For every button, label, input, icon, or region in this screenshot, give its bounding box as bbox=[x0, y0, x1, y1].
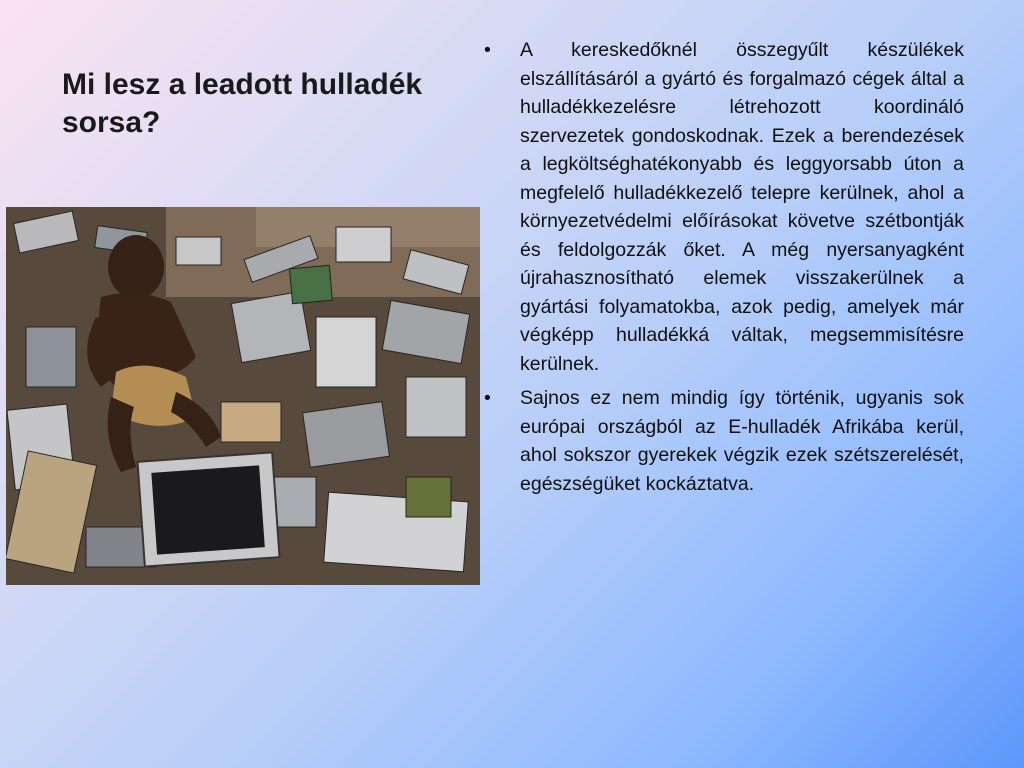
bullet-list bbox=[484, 36, 964, 504]
e-waste-photo-illustration bbox=[6, 207, 480, 585]
bullet-marker: • bbox=[484, 387, 491, 409]
e-waste-photo bbox=[6, 207, 480, 585]
bullet-text: A kereskedőknél összegyűlt készülékek elszállításáról a gyártó és forgalmazó cégek által a hulladékkezelésre létrehozott koordináló szervezetek gondoskodnak. Ezek a berendezések a legköltséghatékonyabb és leggyorsabb úton a megfelelő hulladékkezelő telepre kerülnek, ahol a környezetvédelmi előírásokat követve szétbontják és feldolgozzák őket. A még nyersanyagként újrahasznosítható elemek visszakerülnek a gyártási folyamatokba, azok pedig, amelyek már végképp hulladékká váltak, megsemmisítésre kerülnek. bbox=[520, 39, 964, 375]
bullet-item bbox=[484, 36, 964, 378]
bullet-item bbox=[484, 384, 964, 498]
bullet-marker: • bbox=[484, 39, 491, 61]
slide-title: Mi lesz a leadott hulladék sorsa? bbox=[62, 68, 423, 139]
bullet-text: Sajnos ez nem mindig így történik, ugyanis sok európai országból az E-hulladék Afrikába kerül, ahol sokszor gyerekek végzik ezek szétszerelését, egészségüket kockáztatva. bbox=[520, 387, 964, 495]
